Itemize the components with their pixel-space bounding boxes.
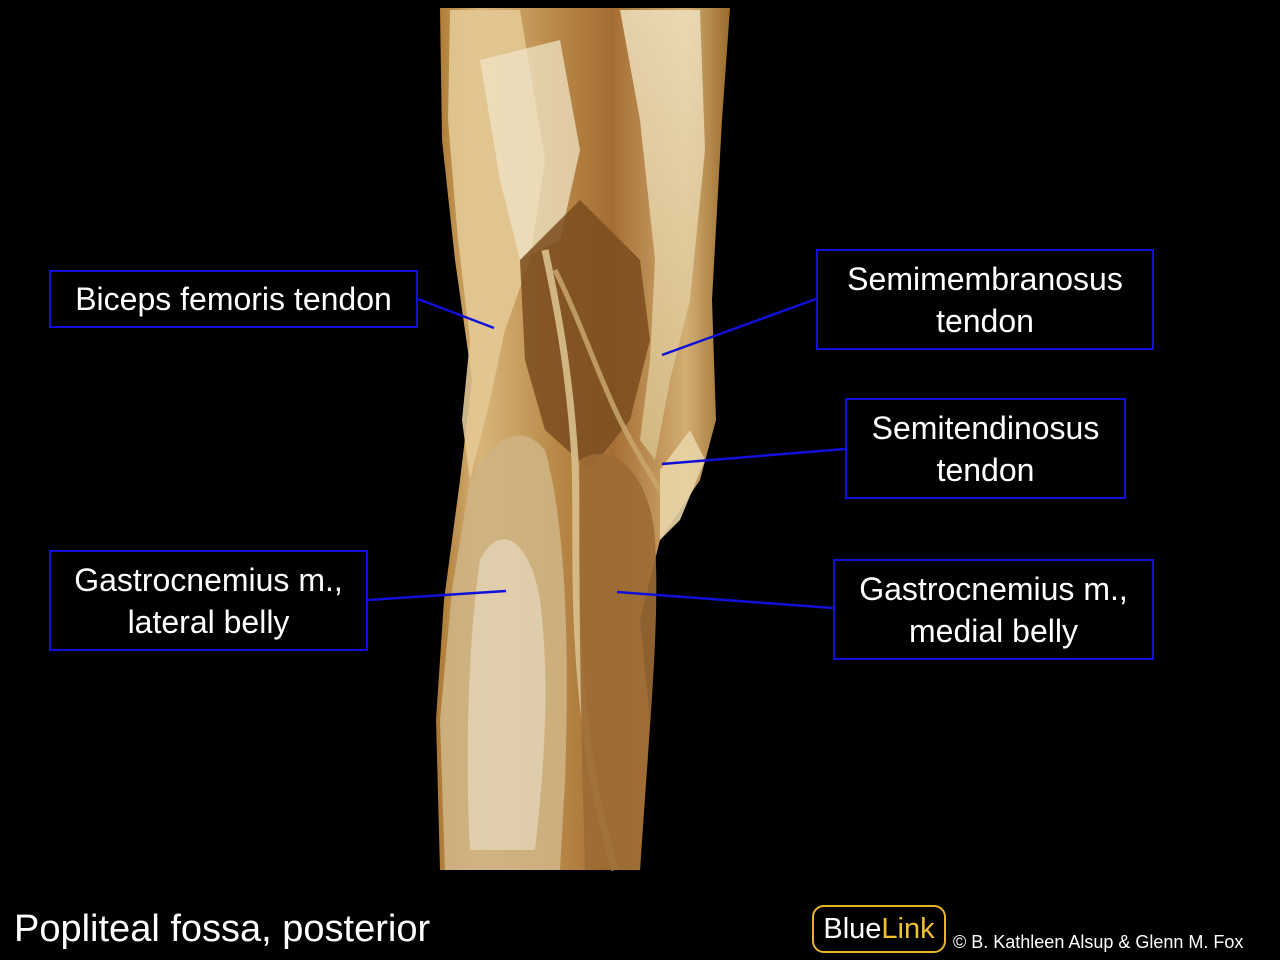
label-line: tendon — [936, 302, 1034, 339]
label-gastrocnemius-lateral-belly — [49, 550, 368, 651]
copyright-notice: © B. Kathleen Alsup & Glenn M. Fox — [953, 932, 1244, 952]
label-gastrocnemius-medial-belly — [833, 559, 1154, 660]
label-semimembranosus-tendon — [816, 249, 1154, 350]
logo-text-blue: Blue — [823, 912, 882, 945]
gastrocnemius-lateral-highlight — [468, 539, 546, 850]
label-line: Biceps femoris tendon — [75, 281, 392, 317]
label-line: Gastrocnemius m., — [859, 570, 1128, 607]
bluelink-logo — [812, 905, 946, 953]
label-line: Semimembranosus — [847, 260, 1123, 297]
label-line: medial belly — [909, 612, 1078, 649]
label-line: Gastrocnemius m., — [74, 561, 343, 598]
label-line: Semitendinosus — [871, 409, 1100, 446]
label-semitendinosus-tendon — [845, 398, 1126, 499]
label-line: lateral belly — [127, 603, 290, 640]
label-biceps-femoris-tendon — [49, 270, 418, 328]
image-caption: Popliteal fossa, posterior — [14, 908, 431, 950]
logo-text-link: Link — [881, 912, 935, 945]
gastrocnemius-medial-belly-shape — [579, 454, 656, 870]
label-line: tendon — [936, 451, 1035, 488]
